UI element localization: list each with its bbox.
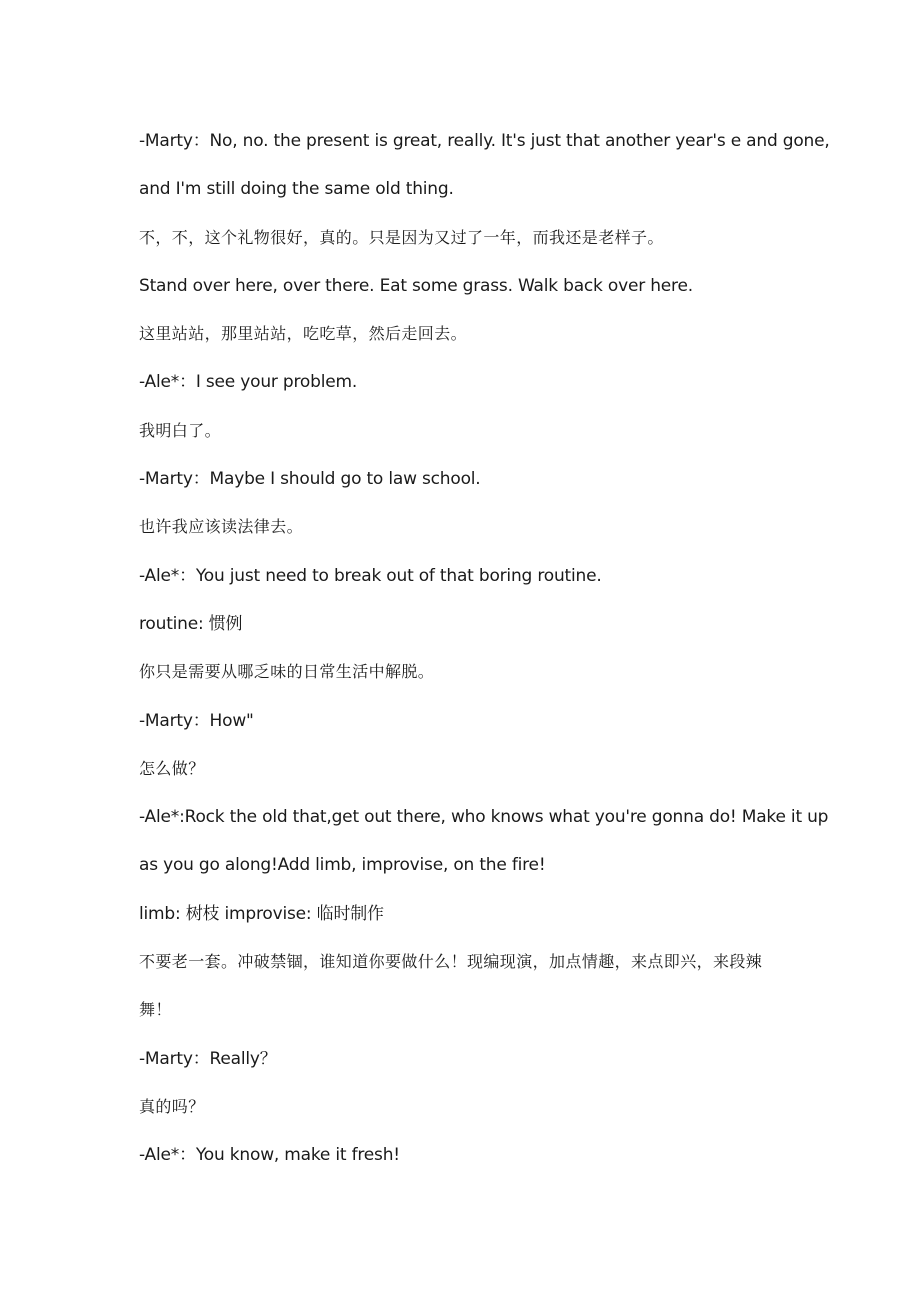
translation-line: 你只是需要从哪乏味的日常生活中解脱。 [139, 662, 435, 682]
dialogue-line-alex: -Ale*：You know, make it fresh! [139, 1145, 400, 1166]
vocabulary-note: routine: 惯例 [139, 613, 243, 634]
dialogue-line: Stand over here, over there. Eat some grass. Walk back over here. [139, 275, 693, 296]
dialogue-line-alex: -Ale*:Rock the old that,get out there, who knows what you're gonna do! Make it up [139, 807, 829, 828]
translation-line: 真的吗？ [139, 1096, 205, 1116]
vocabulary-note: limb: 树枝 improvise: 临时制作 [139, 903, 384, 924]
dialogue-line-continuation: as you go along!Add limb, improvise, on the fire! [139, 855, 546, 876]
dialogue-line-continuation: and I'm still doing the same old thing. [139, 179, 454, 200]
translation-line-continuation: 舞！ [139, 1000, 172, 1020]
translation-line: 我明白了。 [139, 420, 222, 440]
dialogue-line-marty: -Marty：No, no. the present is great, really. It's just that another year's e and gone, [139, 131, 830, 151]
document-body [139, 117, 830, 1180]
translation-line: 这里站站，那里站站，吃吃草，然后走回去。 [139, 324, 468, 344]
translation-line: 不，不，这个礼物很好，真的。只是因为又过了一年，而我还是老样子。 [139, 227, 664, 247]
dialogue-line-marty: -Marty：How" [139, 710, 254, 731]
translation-line: 也许我应该读法律去。 [139, 517, 304, 537]
translation-line: 不要老一套。冲破禁锢，谁知道你要做什么！现编现演，加点情趣，来点即兴，来段辣 [139, 952, 763, 972]
translation-line: 怎么做？ [139, 758, 205, 778]
dialogue-line-alex: -Ale*：I see your problem. [139, 372, 358, 393]
dialogue-line-alex: -Ale*：You just need to break out of that boring routine. [139, 565, 602, 586]
dialogue-line-marty: -Marty：Really？ [139, 1048, 277, 1069]
dialogue-line-marty: -Marty：Maybe I should go to law school. [139, 469, 481, 490]
